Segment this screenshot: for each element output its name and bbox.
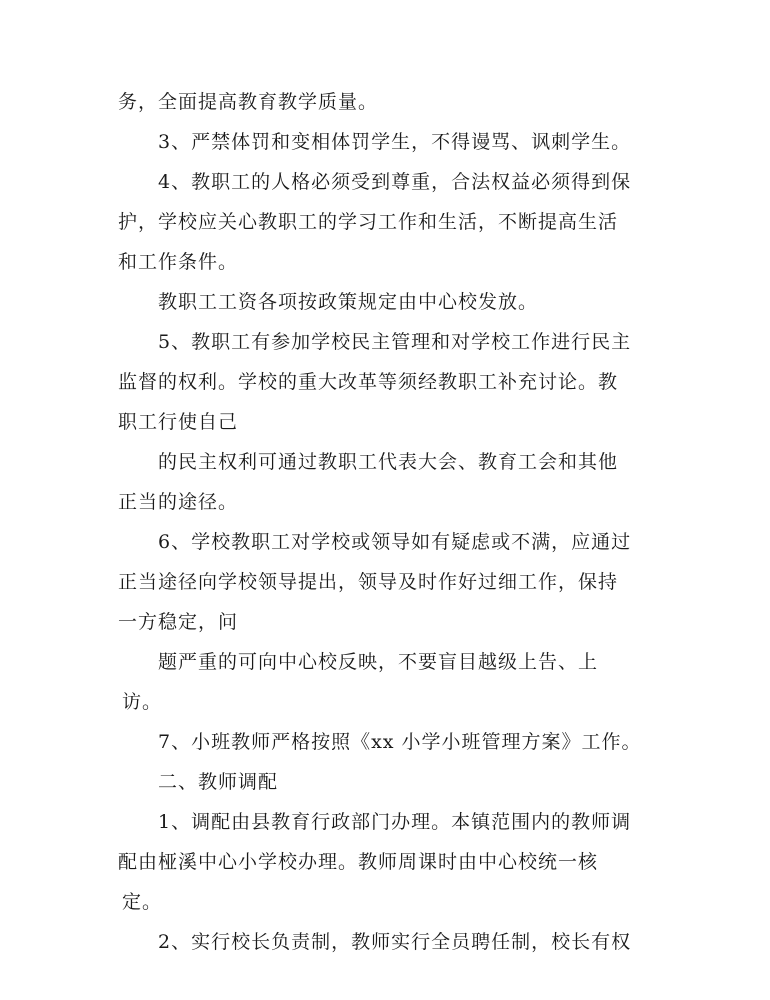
text-line: 配由桠溪中心小学校办理。教师周课时由中心校统一核: [118, 851, 599, 873]
text-line: 职工行使自己: [118, 411, 239, 433]
text-line: 监督的权利。学校的重大改革等须经教职工补充讨论。教: [118, 371, 619, 393]
text-line: 5、教职工有参加学校民主管理和对学校工作进行民主: [158, 331, 632, 353]
text-line: 7、小班教师严格按照《xx 小学小班管理方案》工作。: [158, 731, 642, 753]
text-line: 的民主权利可通过教职工代表大会、教育工会和其他: [158, 451, 619, 473]
text-line: 题严重的可向中心校反映，不要盲目越级上告、上: [158, 651, 599, 673]
text-line: 4、教职工的人格必须受到尊重，合法权益必须得到保: [158, 171, 632, 193]
text-line: 和工作条件。: [118, 251, 239, 273]
text-line: 1、调配由县教育行政部门办理。本镇范围内的教师调: [158, 811, 632, 833]
text-line: 2、实行校长负责制，教师实行全员聘任制，校长有权: [158, 931, 632, 953]
section-heading: 二、教师调配: [158, 771, 279, 793]
text-line: 定。: [122, 891, 163, 913]
text-line: 务，全面提高教育教学质量。: [118, 91, 379, 113]
text-line: 护，学校应关心教职工的学习工作和生活，不断提高生活: [118, 211, 619, 233]
text-line: 3、严禁体罚和变相体罚学生，不得谩骂、讽刺学生。: [158, 131, 632, 153]
text-line: 6、学校教职工对学校或领导如有疑虑或不满，应通过: [158, 531, 632, 553]
text-line: 正当途径向学校领导提出，领导及时作好过细工作，保持: [118, 571, 619, 593]
text-line: 正当的途径。: [118, 491, 239, 513]
text-line: 一方稳定，问: [118, 611, 239, 633]
text-line: 教职工工资各项按政策规定由中心校发放。: [158, 291, 539, 313]
text-line: 访。: [122, 691, 163, 713]
